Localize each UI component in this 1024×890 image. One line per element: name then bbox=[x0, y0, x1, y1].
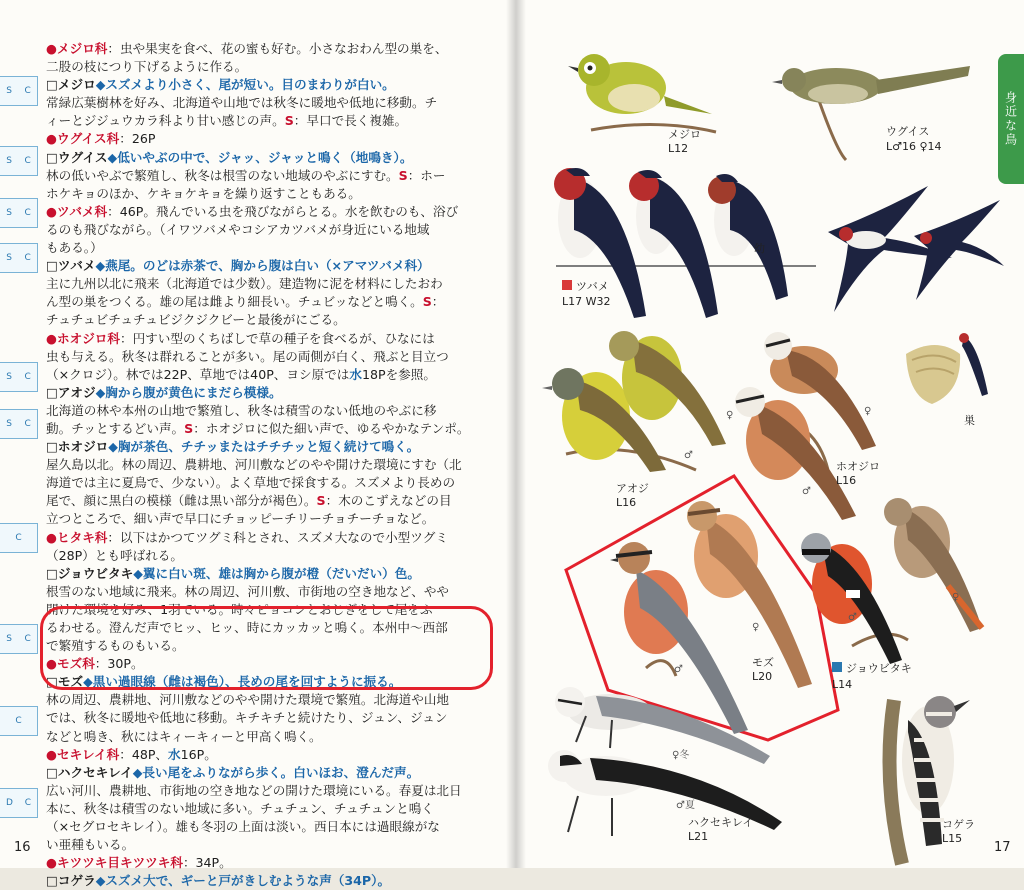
text-segment: ◆燕尾。のどは赤茶で、胸から腹は白い（×アマツバメ科） bbox=[95, 258, 430, 274]
text-segment: ：30P。 bbox=[94, 656, 144, 672]
text-segment: ウグイス科 bbox=[57, 131, 120, 147]
text-segment: □アオジ bbox=[46, 384, 96, 400]
joubitaki-name: ジョウビタキ bbox=[846, 662, 912, 675]
text-segment: ● bbox=[46, 746, 57, 762]
text-segment: ◆低いやぶの中で、ジャッ、ジャッと鳴く（地鳴き）。 bbox=[107, 149, 413, 165]
mejiro-illustration bbox=[568, 54, 716, 155]
kogera-size: L15 bbox=[942, 832, 963, 845]
aoji-size: L16 bbox=[616, 496, 637, 509]
text-line bbox=[46, 836, 490, 854]
text-line bbox=[46, 293, 490, 311]
book-gutter bbox=[506, 0, 526, 868]
text-line bbox=[46, 40, 490, 58]
text-segment: 尾で、顔に黒白の模様（雌は黒い部分が褐色）。 bbox=[46, 493, 317, 509]
text-segment: ホケキョのほか、ケキョケキョを繰り返すこともある。 bbox=[46, 185, 361, 201]
text-segment: ：48P、 bbox=[119, 746, 169, 762]
text-segment: ：26P bbox=[119, 131, 156, 147]
text-segment: 動。チッとするどい声。 bbox=[46, 420, 185, 436]
text-segment: ん型の巣をつくる。雄の尾は雌より細長い。チュビッなどと鳴く。 bbox=[46, 294, 423, 310]
text-segment: 水 bbox=[349, 366, 362, 382]
hoojiro-illustration bbox=[735, 332, 880, 520]
tsubame-flying-illustration bbox=[828, 186, 1004, 312]
text-segment: ホオジロ科 bbox=[57, 330, 120, 346]
text-segment: ◆スズメ大で、ギーと戸がきしむような声（34P）。 bbox=[95, 873, 391, 889]
aoji-male-mark: ♂ bbox=[684, 450, 693, 461]
text-segment: 林の周辺、農耕地、河川敷などのやや開けた環境で繁殖。北海道や山地 bbox=[46, 692, 449, 708]
text-line bbox=[46, 565, 490, 583]
text-line bbox=[46, 203, 490, 221]
text-segment: S bbox=[284, 113, 294, 129]
bird-illustrations bbox=[516, 0, 1024, 868]
text-segment: ◆長い尾をふりながら歩く。白いほお、澄んだ声。 bbox=[132, 764, 420, 780]
text-segment: ● bbox=[46, 330, 57, 346]
text-line bbox=[46, 709, 490, 727]
tsubame-juvenile-mark: 幼 bbox=[754, 242, 765, 255]
text-segment: □ホオジロ bbox=[46, 439, 109, 455]
text-segment: □ウグイス bbox=[46, 149, 108, 165]
text-segment: ：虫や果実を食べ、花の蜜も好む。小さなおわん型の巣を、 bbox=[107, 41, 448, 56]
text-line bbox=[46, 691, 490, 709]
text-line bbox=[46, 782, 490, 800]
text-line bbox=[46, 185, 490, 203]
text-segment: るわせる。澄んだ声でヒッ、ヒッ、時にカッカッと鳴く。本州中〜西部 bbox=[46, 620, 448, 635]
text-segment: 主に九州以北に飛来（北海道では少数）。建造物に泥を材料にしたおわ bbox=[46, 276, 443, 292]
text-line bbox=[46, 94, 490, 112]
sc-box: C bbox=[0, 706, 38, 736]
text-segment: 水 bbox=[168, 746, 181, 762]
text-line bbox=[46, 402, 490, 420]
text-line bbox=[46, 456, 490, 474]
text-segment: 開けた環境を好み、1羽でいる。時々ピョコンとおじぎをして尾をふ bbox=[46, 601, 433, 617]
sc-box: S C bbox=[0, 76, 38, 106]
uguisu-size: L♂16 ♀14 bbox=[886, 140, 942, 153]
tsubame-name: ツバメ bbox=[576, 280, 609, 293]
text-line bbox=[46, 348, 490, 366]
text-segment: ：ホオジロに似た細い声で、ゆるやかなテンポ。 bbox=[193, 420, 470, 436]
text-segment: 本に、秋冬は積雪のない地域に多い。チュチュン、チュチュンと鳴く bbox=[46, 800, 434, 816]
mozu-female-mark: ♀ bbox=[752, 622, 760, 633]
text-segment: るのも飛びながら。（イワツバメやコシアカツバメが身近にいる地域 bbox=[46, 221, 430, 237]
hakusekirei-size: L21 bbox=[688, 830, 709, 843]
mozu-name: モズ bbox=[752, 656, 774, 669]
text-segment: 林の低いやぶで繁殖し、秋冬は根雪のない地域のやぶにすむ。 bbox=[46, 167, 399, 183]
text-segment: 立つところで、細い声で早口にチョッピーチリーチョチーチョなど。 bbox=[46, 511, 435, 527]
text-segment: S bbox=[184, 420, 194, 436]
text-segment: ：34P。 bbox=[182, 855, 232, 871]
text-segment: 屋久島以北。林の周辺、農耕地、河川敷などのやや開けた環境にすむ（北 bbox=[46, 457, 462, 473]
mejiro-name: メジロ bbox=[668, 128, 701, 141]
text-line bbox=[46, 474, 490, 492]
text-segment: ： bbox=[431, 294, 445, 310]
highlight-circle bbox=[40, 606, 493, 690]
hoojiro-male-mark: ♂ bbox=[802, 486, 811, 497]
joubitaki-female-mark: ♀ bbox=[952, 592, 960, 603]
text-segment: い亜種もいる。 bbox=[46, 837, 135, 853]
text-segment: □ハクセキレイ bbox=[46, 764, 133, 780]
text-segment: ● bbox=[46, 656, 57, 672]
text-segment: （28P）とも呼ばれる。 bbox=[46, 547, 183, 563]
text-segment: S bbox=[398, 167, 408, 183]
text-segment: ◆胸から腹が黄色にまだら模様。 bbox=[95, 384, 282, 400]
text-segment: メジロ科 bbox=[57, 41, 108, 56]
text-segment: （×セグロセキレイ）。雄も冬羽の上面は淡い。西日本には過眼線がな bbox=[46, 819, 440, 835]
side-tab: 身近な鳥 bbox=[998, 54, 1024, 184]
text-line bbox=[46, 149, 490, 167]
sc-box: C bbox=[0, 523, 38, 553]
text-segment: 根雪のない地域に飛来。林の周辺、河川敷、市街地の空き地など、やや bbox=[46, 583, 449, 599]
text-segment: （×クロジ）。林では22P、草地では40P、ヨシ原では bbox=[46, 366, 350, 382]
text-segment: では、秋冬に暖地や低地に移動。キチキチと続けたり、ジュン、ジュン bbox=[46, 710, 448, 726]
text-segment: 常緑広葉樹林を好み、北海道や山地では秋冬に暖地や低地に移動。チ bbox=[46, 95, 438, 111]
text-segment: ：木のこずえなどの目 bbox=[325, 493, 452, 509]
page-number-right: 17 bbox=[994, 840, 1011, 855]
text-line bbox=[46, 547, 490, 565]
tsubame-illustration bbox=[554, 168, 816, 318]
text-segment: 16P。 bbox=[180, 746, 217, 762]
text-segment: 18Pを参照。 bbox=[361, 366, 436, 382]
text-line bbox=[46, 492, 490, 510]
text-line bbox=[46, 257, 490, 275]
text-line bbox=[46, 818, 490, 836]
text-segment: ：以下はかつてツグミ科とされ、スズメ大なので小型ツグミ bbox=[107, 529, 448, 545]
text-segment: ：円すい型のくちばしで草の種子を食べるが、ひなには bbox=[119, 330, 435, 346]
text-segment: ：46P。飛んでいる虫を飛びながらとる。水を飲むのも、浴び bbox=[107, 203, 459, 219]
text-line bbox=[46, 130, 490, 148]
text-segment: ◆黒い過眼線（雌は褐色）、長めの尾を回すように振る。 bbox=[83, 674, 402, 690]
text-segment: □モズ bbox=[46, 674, 84, 690]
text-segment: ● bbox=[46, 203, 57, 219]
text-segment: 虫も与える。秋冬は群れることが多い。尾の両側が白く、飛ぶと目立つ bbox=[46, 348, 449, 364]
text-line bbox=[46, 746, 490, 764]
text-segment: ● bbox=[46, 529, 57, 545]
text-line bbox=[46, 764, 490, 782]
text-line bbox=[46, 728, 490, 746]
joubitaki-size: L14 bbox=[832, 678, 853, 691]
sc-box: S C bbox=[0, 624, 38, 654]
text-segment: などと鳴き、秋にはキィーキィーと甲高く鳴く。 bbox=[46, 728, 322, 744]
sc-box: S C bbox=[0, 198, 38, 228]
sc-box: S C bbox=[0, 409, 38, 439]
text-segment: ヒタキ科 bbox=[57, 529, 108, 545]
text-segment: ● bbox=[46, 855, 57, 871]
uguisu-illustration bbox=[772, 66, 970, 160]
text-segment: ● bbox=[46, 41, 57, 56]
hakusekirei-summer-label: ♂夏 bbox=[676, 800, 695, 811]
text-segment: セキレイ科 bbox=[57, 746, 120, 762]
text-segment: キツツキ目キツツキ科 bbox=[57, 855, 183, 871]
mozu-male-mark: ♂ bbox=[674, 664, 683, 675]
text-segment: ● bbox=[46, 131, 57, 147]
text-line bbox=[46, 510, 490, 528]
text-line bbox=[46, 275, 490, 293]
text-segment: で繁殖するものもいる。 bbox=[46, 638, 185, 654]
text-segment: ◆翼に白い斑、雄は胸から腹が橙（だいだい）色。 bbox=[133, 565, 420, 581]
text-segment: ：ホー bbox=[407, 167, 446, 183]
text-segment: チュチュビチュチュビジクジクビーと最後がにごる。 bbox=[46, 312, 346, 328]
sc-box: S C bbox=[0, 146, 38, 176]
aoji-illustration bbox=[542, 331, 733, 509]
text-line bbox=[46, 112, 490, 130]
text-segment: S bbox=[422, 294, 432, 310]
text-line bbox=[46, 311, 490, 329]
text-segment: もある。） bbox=[46, 240, 103, 256]
aoji-name: アオジ bbox=[616, 482, 649, 495]
text-segment: ツバメ科 bbox=[57, 203, 108, 219]
field-guide-text bbox=[46, 40, 490, 890]
tsubame-size: L17 W32 bbox=[562, 295, 611, 308]
text-line bbox=[46, 58, 490, 76]
kogera-name: コゲラ bbox=[942, 818, 975, 831]
text-segment: 二股の枝につり下げるように作る。 bbox=[46, 59, 248, 75]
text-segment: ：早口で長く複雑。 bbox=[293, 113, 408, 129]
sc-box: D C bbox=[0, 788, 38, 818]
text-segment: 海道では主に夏鳥で、少ない）。よく草地で採食する。スズメより長めの bbox=[46, 475, 456, 491]
text-segment: 広い河川、農耕地、市街地の空き地などの開けた環境にいる。春夏は北日 bbox=[46, 782, 462, 798]
uguisu-name: ウグイス bbox=[886, 125, 930, 138]
text-segment: □メジロ bbox=[46, 77, 96, 93]
text-segment: 北海道の林や本州の山地で繁殖し、秋冬は積雪のない低地のやぶに移 bbox=[46, 402, 437, 418]
joubitaki-male-mark: ♂ bbox=[848, 612, 857, 623]
sc-box: S C bbox=[0, 362, 38, 392]
hakusekirei-name: ハクセキレイ bbox=[688, 816, 754, 829]
text-segment: □コゲラ bbox=[46, 873, 96, 889]
text-line bbox=[46, 384, 490, 402]
text-line bbox=[46, 854, 490, 872]
hakusekirei-illustration bbox=[548, 687, 782, 843]
hoojiro-female-mark: ♀ bbox=[864, 406, 872, 417]
hakusekirei-winter-label: ♀冬 bbox=[672, 750, 690, 761]
text-line bbox=[46, 330, 490, 348]
text-segment: ィーとジジュウカラ科より甘い感じの声。 bbox=[46, 113, 285, 129]
text-line bbox=[46, 529, 490, 547]
hoojiro-size: L16 bbox=[836, 474, 857, 487]
text-segment: ◆スズメより小さく、尾が短い。目のまわりが白い。 bbox=[95, 77, 395, 93]
hoojiro-name: ホオジロ bbox=[836, 460, 880, 473]
text-line bbox=[46, 800, 490, 818]
text-line bbox=[46, 76, 490, 94]
text-line bbox=[46, 872, 490, 890]
nest-illustration bbox=[906, 333, 988, 427]
page-number-left: 16 bbox=[14, 840, 31, 855]
text-line bbox=[46, 420, 490, 438]
text-line bbox=[46, 366, 490, 384]
text-segment: モズ科 bbox=[57, 656, 95, 672]
aoji-female-mark: ♀ bbox=[726, 410, 734, 421]
text-line bbox=[46, 438, 490, 456]
mozu-size: L20 bbox=[752, 670, 773, 683]
text-segment: □ジョウビタキ bbox=[46, 565, 134, 581]
text-segment: □ツバメ bbox=[46, 258, 96, 274]
mejiro-size: L12 bbox=[668, 142, 689, 155]
text-line bbox=[46, 239, 490, 257]
nest-label: 巣 bbox=[964, 414, 975, 427]
text-line bbox=[46, 583, 490, 601]
text-line bbox=[46, 221, 490, 239]
text-line bbox=[46, 167, 490, 185]
sc-box: S C bbox=[0, 243, 38, 273]
text-segment: ◆胸が茶色、チチッまたはチチチッと短く続けて鳴く。 bbox=[108, 439, 420, 455]
text-segment: S bbox=[316, 493, 326, 509]
kogera-illustration bbox=[890, 696, 976, 864]
